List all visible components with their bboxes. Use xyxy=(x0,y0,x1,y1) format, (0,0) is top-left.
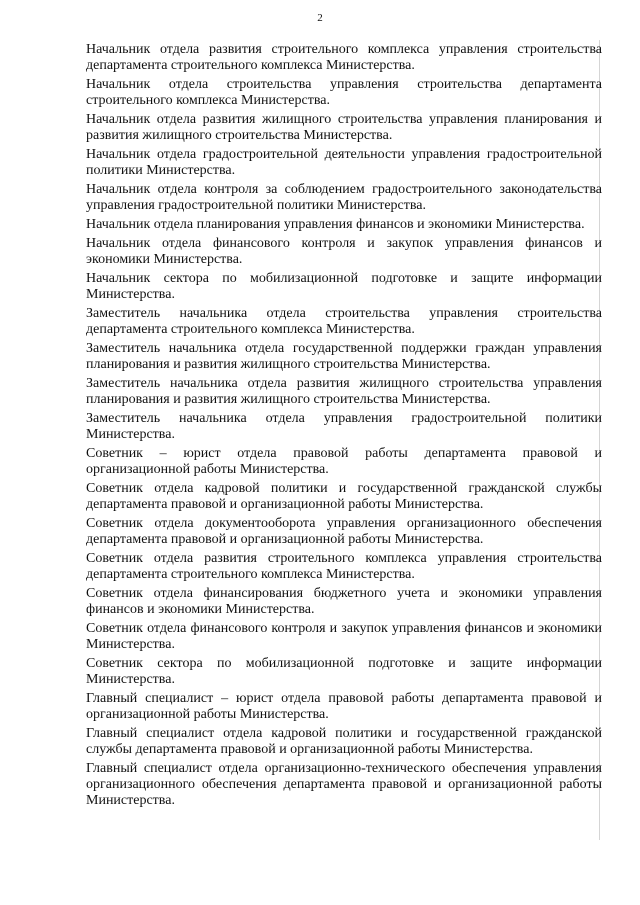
position-entry: Начальник отдела градостроительной деятельности управления градостроительной политики Министерства. xyxy=(86,147,602,178)
position-entry: Начальник отдела строительства управления строительства департамента строительного комплекса Министерства. xyxy=(86,77,602,108)
position-entry: Главный специалист отдела кадровой политики и государственной гражданской службы департамента правовой и организационной работы Министерства. xyxy=(86,726,602,757)
page-number: 2 xyxy=(317,12,323,24)
position-entry: Советник отдела финансового контроля и закупок управления финансов и экономики Министерства. xyxy=(86,621,602,652)
position-entry: Заместитель начальника отдела строительства управления строительства департамента строительного комплекса Министерства. xyxy=(86,306,602,337)
position-entry: Начальник отдела планирования управления финансов и экономики Министерства. xyxy=(86,217,585,232)
position-entry: Начальник отдела развития жилищного строительства управления планирования и развития жилищного строительства Министерства. xyxy=(86,112,602,143)
position-entry: Советник отдела документооборота управления организационного обеспечения департамента правовой и организационной работы Министерства. xyxy=(86,516,602,547)
position-entry: Главный специалист – юрист отдела правовой работы департамента правовой и организационной работы Министерства. xyxy=(86,691,602,722)
document-body xyxy=(86,42,602,812)
position-entry: Заместитель начальника отдела управления градостроительной политики Министерства. xyxy=(86,411,602,442)
position-entry: Советник отдела кадровой политики и государственной гражданской службы департамента правовой и организационной работы Министерства. xyxy=(86,481,602,512)
position-entry: Заместитель начальника отдела государственной поддержки граждан управления планирования и развития жилищного строительства Министерства. xyxy=(86,341,602,372)
position-entry: Главный специалист отдела организационно-технического обеспечения управления организационного обеспечения департамента правовой и организационной работы Министерства. xyxy=(86,761,602,808)
position-entry: Начальник отдела контроля за соблюдением градостроительного законодательства управления градостроительной политики Министерства. xyxy=(86,182,602,213)
position-entry: Советник сектора по мобилизационной подготовке и защите информации Министерства. xyxy=(86,656,602,687)
position-entry: Начальник отдела развития строительного комплекса управления строительства департамента строительного комплекса Министерства. xyxy=(86,42,602,73)
position-entry: Советник – юрист отдела правовой работы департамента правовой и организационной работы Министерства. xyxy=(86,446,602,477)
position-entry: Начальник отдела финансового контроля и закупок управления финансов и экономики Министерства. xyxy=(86,236,602,267)
position-entry: Начальник сектора по мобилизационной подготовке и защите информации Министерства. xyxy=(86,271,602,302)
position-entry: Советник отдела развития строительного комплекса управления строительства департамента строительного комплекса Министерства. xyxy=(86,551,602,582)
position-entry: Советник отдела финансирования бюджетного учета и экономики управления финансов и экономики Министерства. xyxy=(86,586,602,617)
position-entry: Заместитель начальника отдела развития жилищного строительства управления планирования и развития жилищного строительства Министерства. xyxy=(86,376,602,407)
